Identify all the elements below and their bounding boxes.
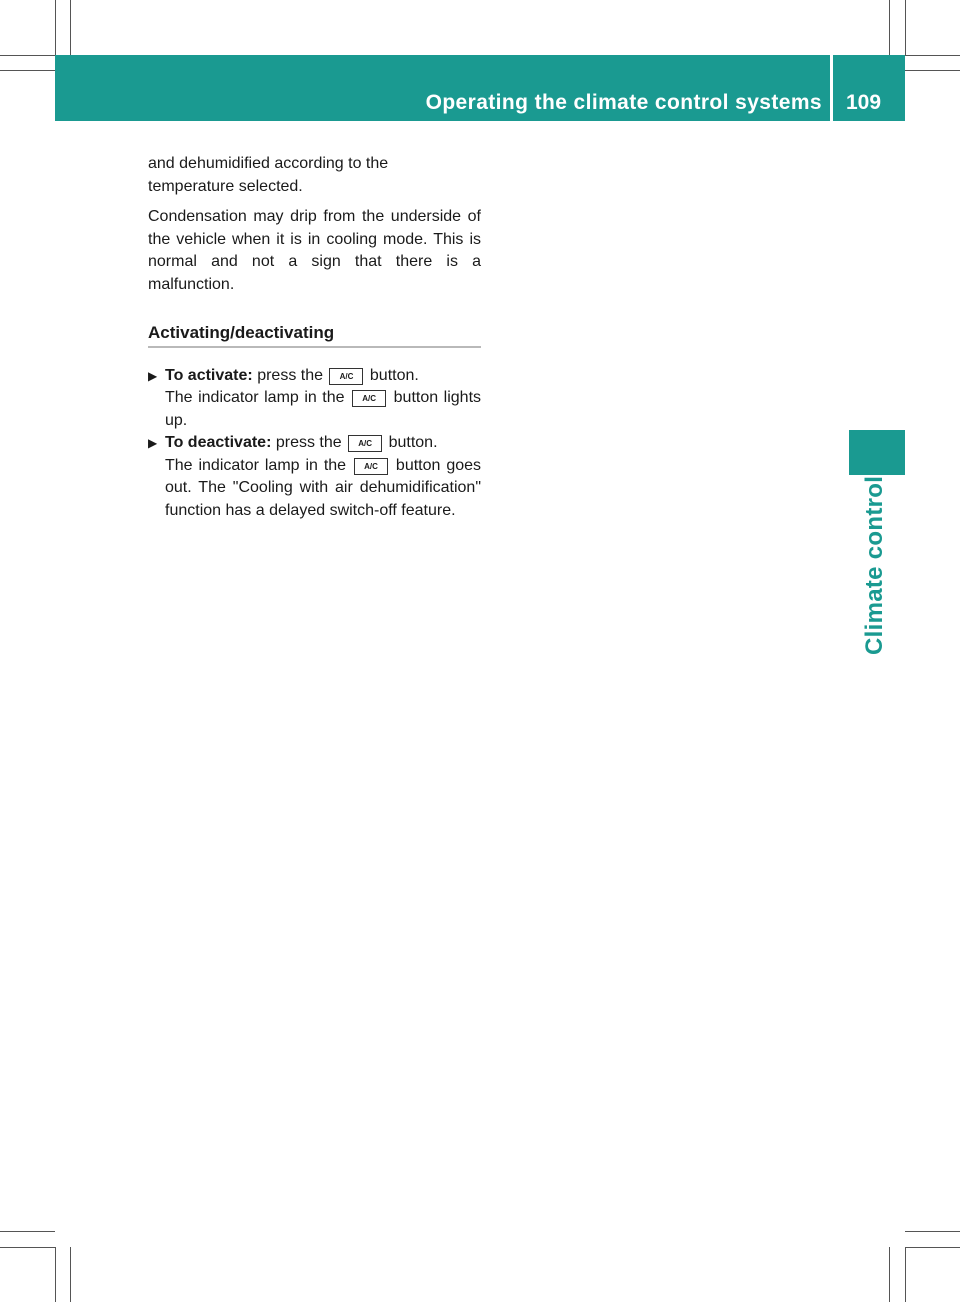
step-arrow-icon: ▶	[148, 436, 158, 450]
step-text: press the	[275, 434, 342, 451]
instruction-steps	[148, 365, 481, 523]
step-arrow-icon: ▶	[148, 368, 158, 383]
step-label: To deactivate:	[165, 434, 272, 451]
instruction-step-activate	[148, 365, 481, 388]
step-result	[148, 455, 481, 523]
ac-button-icon: A/C	[352, 390, 386, 407]
crop-mark-bottom-right-h2	[905, 1231, 960, 1232]
crop-mark-top-left-h2	[0, 70, 55, 71]
step-text: button.	[388, 434, 438, 451]
crop-mark-top-right-h	[905, 55, 960, 56]
step-text: button.	[369, 366, 419, 384]
ac-button-icon: A/C	[348, 435, 382, 452]
result-text: The indicator lamp in the	[165, 389, 345, 406]
crop-mark-top-left-v	[55, 0, 56, 55]
ac-button-icon: A/C	[329, 368, 363, 385]
chapter-tab-label: Climate control	[861, 475, 888, 655]
crop-mark-top-right-v2	[889, 0, 890, 55]
crop-mark-top-right-h2	[905, 70, 960, 71]
result-text: The indicator lamp in the	[165, 456, 347, 474]
step-label: To activate:	[165, 366, 253, 384]
crop-mark-top-right-v	[905, 0, 906, 55]
crop-mark-bottom-left-v2	[70, 1247, 71, 1302]
page-number: 109	[846, 91, 882, 114]
result-text: button lights up.	[165, 389, 482, 429]
instruction-step-deactivate	[148, 432, 481, 455]
header-divider	[830, 55, 833, 121]
step-text: press the	[257, 366, 323, 384]
main-content	[148, 153, 481, 522]
chapter-tab	[849, 430, 905, 475]
crop-mark-bottom-right-v2	[889, 1247, 890, 1302]
crop-mark-bottom-left-h	[0, 1247, 55, 1248]
step-result	[148, 387, 481, 432]
crop-mark-bottom-left-v	[55, 1247, 56, 1302]
crop-mark-bottom-left-h2	[0, 1231, 55, 1232]
ac-button-icon: A/C	[354, 458, 388, 475]
crop-mark-bottom-right-v	[905, 1247, 906, 1302]
crop-mark-bottom-right-h	[905, 1247, 960, 1248]
crop-mark-top-left-h	[0, 55, 55, 56]
result-text: button goes out. The "Cooling with air dehumidification" function has a delayed switch-off feature.	[165, 456, 482, 519]
crop-mark-top-left-v2	[70, 0, 71, 55]
running-header-title: Operating the climate control systems	[425, 91, 822, 114]
section-heading: Activating/deactivating	[148, 322, 481, 348]
intro-paragraph: and dehumidified according to the temperature selected.	[148, 155, 389, 195]
condensation-paragraph: Condensation may drip from the underside of the vehicle when it is in cooling mode. This is normal and not a sign that there is a malfunction.	[148, 208, 481, 293]
